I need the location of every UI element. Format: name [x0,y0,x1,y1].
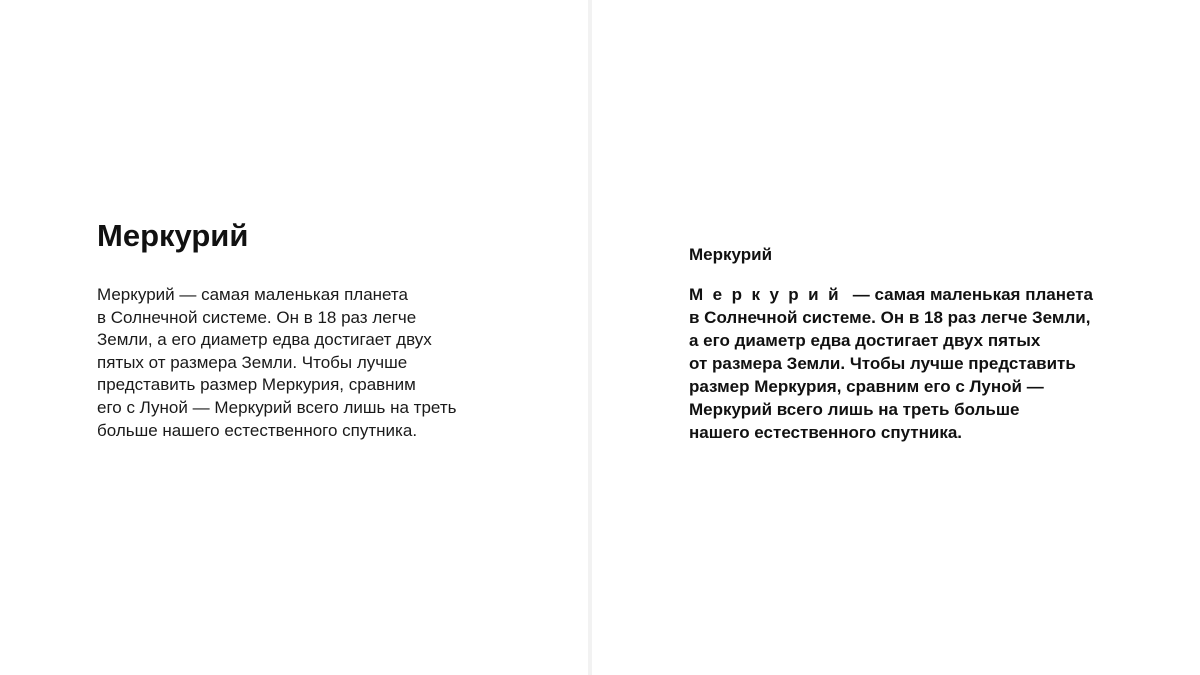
right-heading: Меркурий [689,245,773,264]
right-paragraph-line: размер Меркурия, сравним его с Луной — [689,377,1044,396]
right-paragraph-line: нашего естественного спутника. [689,423,963,442]
right-paragraph [689,283,1119,444]
left-paragraph [97,284,497,442]
left-paragraph-line: Меркурий — самая маленькая планета [97,285,408,304]
left-heading: Меркурий [97,218,249,253]
right-paragraph-line: Меркурий всего лишь на треть больше [689,400,1020,419]
left-paragraph-line: больше нашего естественного спутника. [97,420,418,440]
right-paragraph-first-line [689,283,1119,306]
right-paragraph-line: в Солнечной системе. Он в 18 раз легче Земли, [689,308,1091,327]
right-spaced-word: Меркурий [689,285,849,304]
left-paragraph-line: в Солнечной системе. Он в 18 раз легче [97,307,417,327]
right-sample-panel [592,0,1200,675]
right-paragraph-line: а его диаметр едва достигает двух пятых [689,331,1041,350]
right-first-line-rest: — самая маленькая планета [848,285,1094,304]
left-paragraph-line: пятых от размера Земли. Чтобы лучше [97,352,408,372]
left-sample-panel [0,0,588,675]
right-paragraph-line: от размера Земли. Чтобы лучше представить [689,354,1076,373]
left-paragraph-line: представить размер Меркурия, сравним [97,375,416,395]
left-paragraph-line: Земли, а его диаметр едва достигает двух [97,330,432,350]
left-paragraph-line: его с Луной — Меркурий всего лишь на треть [97,397,457,417]
